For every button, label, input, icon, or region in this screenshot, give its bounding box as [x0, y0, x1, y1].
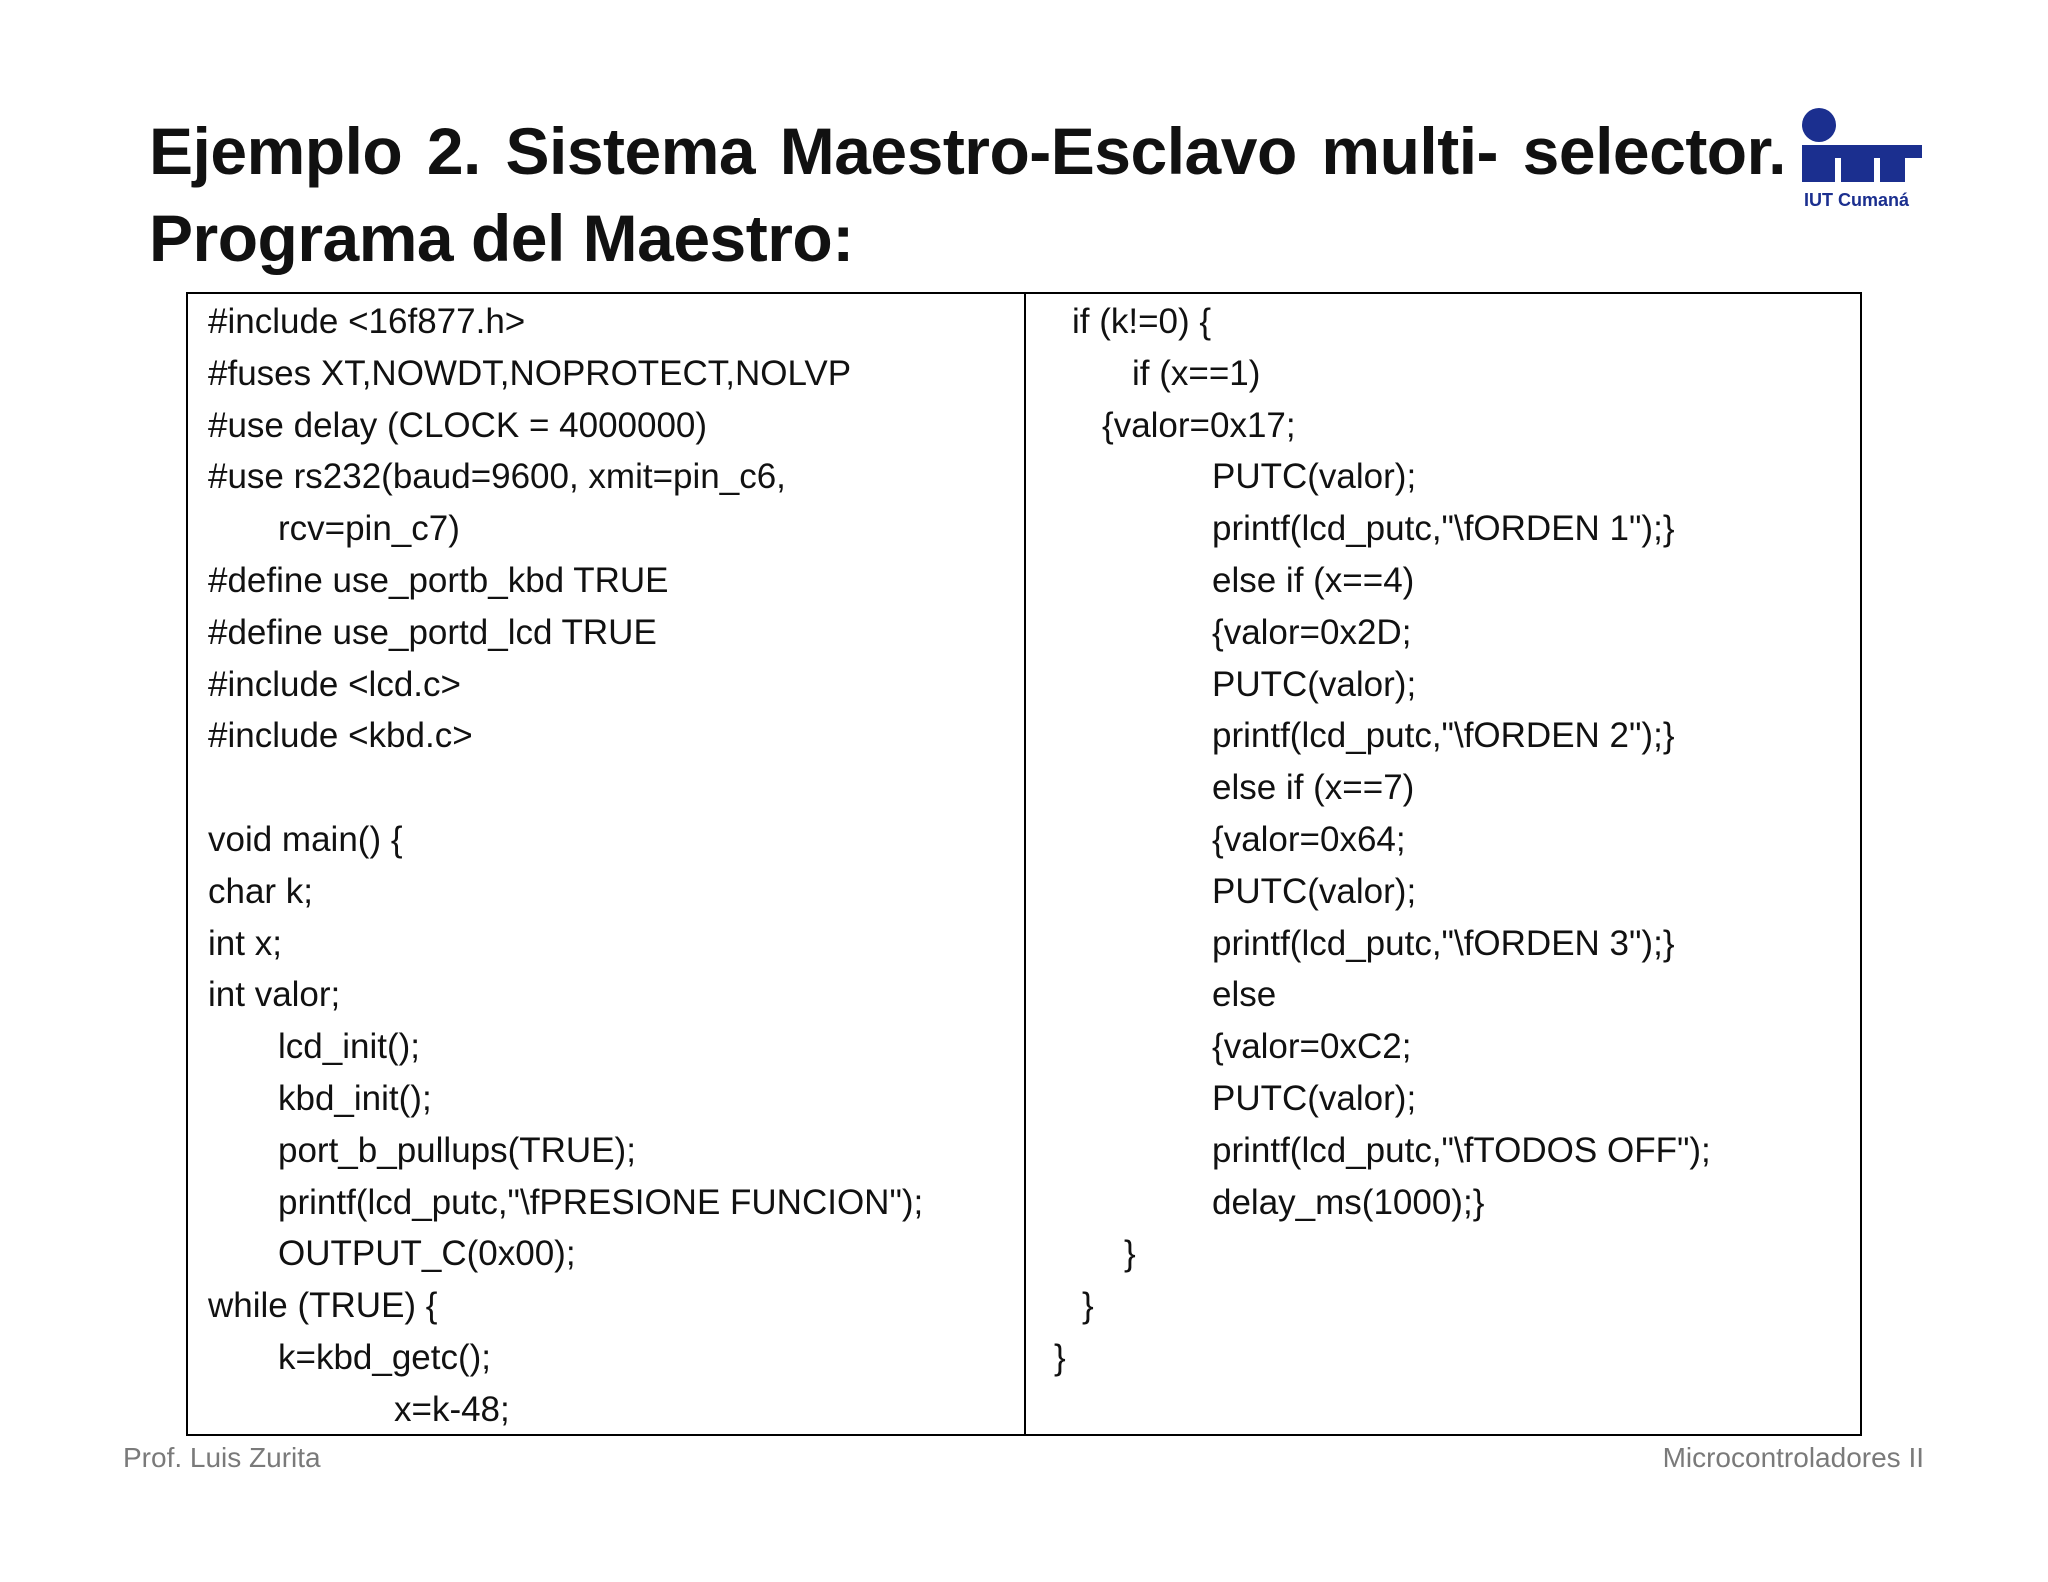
title-word: Ejemplo: [149, 114, 403, 188]
code-line: {valor=0xC2;: [1212, 1027, 1412, 1067]
code-line: #include <16f877.h>: [208, 302, 526, 341]
code-line: {valor=0x2D;: [1212, 612, 1412, 652]
code-line: PUTC(valor);: [1212, 664, 1417, 704]
code-line: OUTPUT_C(0x00);: [278, 1234, 576, 1274]
code-line: #use rs232(baud=9600, xmit=pin_c6,: [208, 457, 786, 497]
title-line-2: Programa del Maestro:: [149, 201, 854, 275]
code-line: }: [1054, 1337, 1066, 1377]
code-line: char k;: [208, 871, 314, 911]
code-line: printf(lcd_putc,"\fPRESIONE FUNCION");: [278, 1182, 924, 1222]
code-column-left: [188, 294, 1026, 1434]
code-line: {valor=0x64;: [1212, 819, 1406, 859]
code-line: k=kbd_getc();: [278, 1337, 492, 1377]
code-line: if (k!=0) {: [1072, 302, 1212, 341]
code-line: }: [1124, 1234, 1136, 1274]
footer-course: Microcontroladores II: [1662, 1442, 1924, 1473]
code-table: [186, 292, 1862, 1436]
code-line: delay_ms(1000);}: [1212, 1182, 1485, 1222]
iut-cumana-logo: [1800, 108, 1924, 216]
code-line: #use delay (CLOCK = 4000000): [208, 405, 708, 445]
title-word: Maestro-Esclavo: [779, 114, 1297, 188]
code-line: }: [1082, 1286, 1094, 1326]
code-line: else: [1212, 975, 1277, 1015]
code-line: port_b_pullups(TRUE);: [278, 1130, 636, 1170]
code-line: #include <lcd.c>: [208, 664, 461, 704]
title-line-1: [149, 108, 1786, 195]
code-column-right: [1026, 294, 1860, 1434]
code-line: {valor=0x17;: [1102, 405, 1296, 445]
code-line: PUTC(valor);: [1212, 1078, 1417, 1118]
code-line: printf(lcd_putc,"\fORDEN 1");}: [1212, 509, 1675, 549]
slide-title: [149, 108, 1789, 282]
footer-author: Prof. Luis Zurita: [123, 1442, 321, 1473]
title-word: Sistema: [505, 114, 756, 188]
title-word: multi-: [1321, 114, 1499, 188]
code-line: kbd_init();: [278, 1078, 432, 1118]
code-line: lcd_init();: [278, 1027, 420, 1067]
code-line: else if (x==7): [1212, 768, 1415, 808]
code-line: PUTC(valor);: [1212, 457, 1417, 497]
code-line: #define use_portd_lcd TRUE: [208, 612, 657, 652]
title-word: selector.: [1522, 114, 1786, 188]
code-line: int valor;: [208, 975, 341, 1015]
code-line: #fuses XT,NOWDT,NOPROTECT,NOLVP: [208, 353, 852, 393]
code-line: #define use_portb_kbd TRUE: [208, 560, 669, 600]
code-line: PUTC(valor);: [1212, 871, 1417, 911]
logo-label: IUT Cumaná: [1804, 190, 1910, 210]
code-line: printf(lcd_putc,"\fTODOS OFF");: [1212, 1130, 1711, 1170]
code-line: #include <kbd.c>: [208, 716, 473, 756]
code-line: rcv=pin_c7): [278, 509, 460, 549]
code-line: int x;: [208, 923, 282, 963]
code-line: printf(lcd_putc,"\fORDEN 2");}: [1212, 716, 1675, 756]
iut-logo-icon: [1800, 108, 1924, 190]
code-line: void main() {: [208, 819, 403, 859]
title-word: 2.: [426, 114, 481, 188]
code-line: [188, 762, 1024, 814]
code-line: printf(lcd_putc,"\fORDEN 3");}: [1212, 923, 1675, 963]
code-line: else if (x==4): [1212, 560, 1415, 600]
code-line: if (x==1): [1132, 353, 1261, 393]
code-line: x=k-48;: [394, 1389, 510, 1429]
code-line: while (TRUE) {: [208, 1286, 438, 1326]
